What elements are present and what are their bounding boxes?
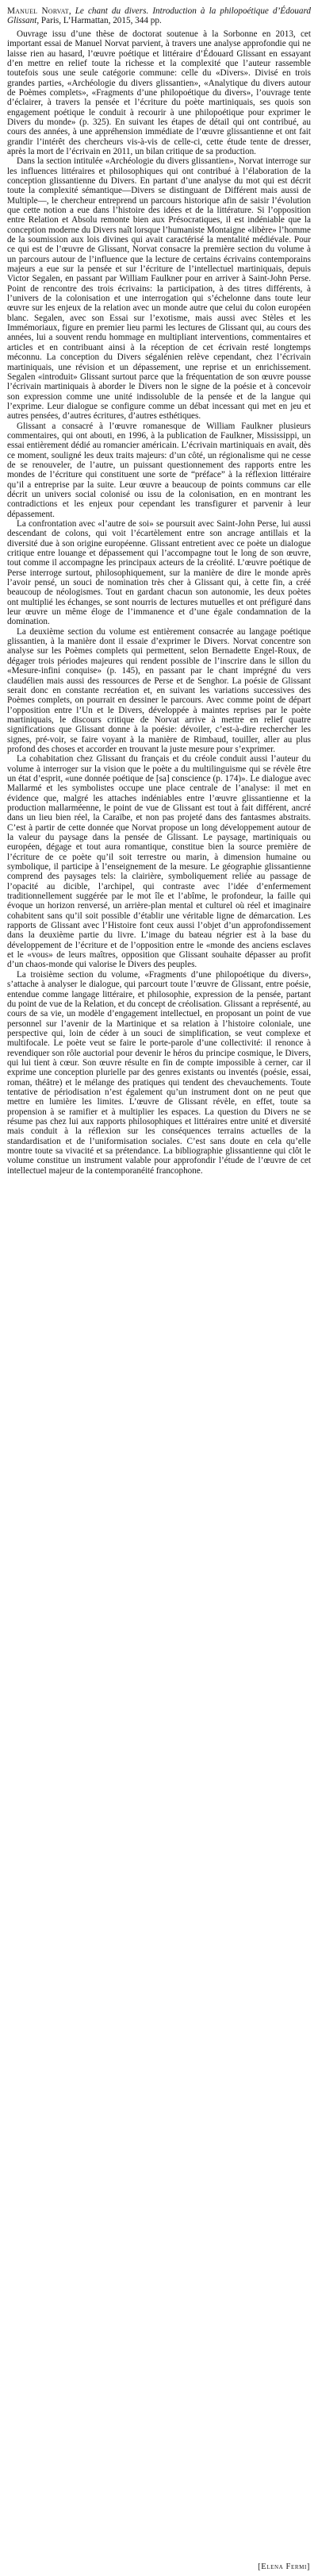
review-paragraph: La cohabitation chez Glissant du français et du créole conduit aussi l’auteur du volume à interroger sur la vision que le poète a du multilinguisme qui se révèle être un état d’esprit, «une donnée poétique de [sa] conscience (p. 174)». Le dialogue avec Mallarmé et les symbolistes occupe une place centrale de l’analyse: il met en évidence que, malgré les attaches indéniables entre l’œuvre glissantienne et la production mallarméenne, le point de vue de Glissant est tout à fait différent, ancré dans un lieu bien réel, la Caraïbe, et non pas projeté dans des fantasmes abstraits. C’est à partir de cette donnée que Norvat propose un long développement autour de la valeur du paysage dans la pensée de Glissant. Le paysage, martiniquais ou européen, dégage et tout aura romantique, constitue bien la source première de l’écriture de ce poète qu’il soit terrestre ou marin, à dimension humaine ou symbolique, il participe à l’enseignement de la mesure. Le géographie glissantienne comprend des paysages tels: la clairière, symboliquement reliée au passage de l’opacité au dicible, l’archipel, qui contraste avec l’idée d’enfermement traditionnellement suggérée par le mot île et l’abîme, le profondeur, la faille qui évoque un horizon renversé, un arrière-plan mental et culturel où réel et imaginaire cohabitent sans qu’il soit possible d’établir une véritable ligne de démarcation. Les rapports de Glissant avec l’Histoire font ceux aussi l’objet d’un approfondissement dans la deuxième partie du livre. L’image du bateau négrier est à la base du développement de l’écriture et de l’opposition entre le «monde des anciens esclaves et le «vous» de leurs maîtres, opposition que Glissant souhaite dépasser au profit d’un chaos-monde qui valorise le Divers des peuples. <box>7 754 311 970</box>
review-paragraph: La deuxième section du volume est entièrement consacrée au langage poétique glissantien, à la manière dont il essaie d’exprimer le Divers. Norvat concentre son analyse sur les Poèmes complets qui permettent, selon Bernadette Engel-Roux, de dégager trois périodes majeures qui rendent possible de l’inscrire dans le sillon du «Mesure-infini conquise» (p. 145), en passant par le chant imprégné du vers claudélien mais aussi des ressources de Perse et de Senghor. La poésie de Glissant serait donc en constante recréation et, en suivant les variations successives des Poèmes complets, on pourrait en dessiner le parcours. Avec comme point de départ l’opposition entre l’Un et le Divers, développée à maintes reprises par le poète martiniquais, le discours critique de Norvat arrive à mettre en relief quatre significations que Glissant donne à la poésie: dévoiler, c’est-à-dire rechercher les signes, pré-voir, se faire voyant à la manière de Rimbaud, touiller, aller au plus profond des choses et accorder en trouvant la juste mesure pour s’exprimer. <box>7 626 311 754</box>
review-paragraph: La confrontation avec «l’autre de soi» se poursuit avec Saint-John Perse, lui aussi descendant de colons, qui voit l’écartèlement entre son ancrage antillais et la diversité due à son origine européenne. Glissant entretient avec ce poète un dialogue critique entre louange et dépassement qui l’accompagne tout le long de son œuvre, tout comme il accompagne les principaux acteurs de la créolité. L’œuvre poétique de Perse interroge surtout, philosophiquement, sur la manière de dire le monde après l’avoir pensé, un souci de nomination très cher à Glissant qui, à cette fin, a créé beaucoup de néologismes. Tout en gardant chacun son autonomie, les deux poètes ont multiplié les échanges, se sont nourris de lectures mutuelles et ont préfiguré dans leur œuvre un même éloge de l’immanence et d’une égale condamnation de la domination. <box>7 519 311 627</box>
review-paragraph: Dans la section intitulée «Archéologie du divers glissantien», Norvat interroge sur les influences littéraires et philosophiques qui ont contribué à l’élaboration de la conception glissantienne du Divers. En partant d’une analyse du mot qui est décrit toute la complexité sémantique—Divers se distinguant de Différent mais aussi de Multiple—, le chercheur entreprend un parcours historique afin de saisir l’évolution que cette notion a eue dans l’histoire des idées et de la littérature. Si l’opposition entre Relation et Absolu remonte bien aux Présocratiques, il est indéniable que la conception moderne du Divers naît lorsque l’humaniste Montaigne «libère» l’homme de la soumission aux lois divines qui avait caractérisé la mentalité médiévale. Pour ce qui est de l’œuvre de Glissant, Norvat consacre la première section du volume à un parcours autour de l’influence que la lecture de certains écrivains contemporains majeurs a eue sur la pensée et sur l’écriture de l’intellectuel martiniquais, depuis Victor Segalen, en passant par William Faulkner pour en arriver à Saint-John Perse. Point de rencontre des trois écrivains: la participation, à des titres différents, à l’univers de la colonisation et une interrogation qui s’échelonne dans toute leur œuvre sur les enjeux de la relation avec un monde autre que celui du colon européen blanc. Segalen, avec son Essai sur l’exotisme, mais aussi avec Stèles et les Immémoriaux, figure en premier lieu parmi les lectures de Glissant qui, au cours des années, lui a souvent rendu hommage en multipliant interventions, commentaires et articles et en contribuant ainsi à la réception de cet écrivain resté longtemps méconnu. La conception du Divers ségalénien relève cependant, chez l’écrivain martiniquais, une révision et un dépassement, une reprise et un enrichissement. Segalen «introduit» Glissant surtout parce que la fréquentation de son œuvre pousse l’écrivain martiniquais à aborder le Divers non le signe de la poésie et à concevoir son expression comme une unité indissoluble de la pensée et de la langue qui l’exprime. Leur dialogue se configure comme un débat incessant qui met en jeu et autres pensées, d’autres écritures, d’autres esthétiques. <box>7 156 311 422</box>
review-body <box>7 29 311 1176</box>
review-paragraph: Ouvrage issu d’une thèse de doctorat soutenue à la Sorbonne en 2013, cet important essai de Manuel Norvat parvient, à travers une analyse approfondie qui ne laisse rien au hasard, l’œuvre poétique et littéraire d’Édouard Glissant en essayant d’en mettre en relief toute la richesse et la complexité que l’auteur rassemble toutefois sous une seule catégorie commune: celle du «Divers». Divisé en trois grandes parties, «Archéologie du divers glissantien», «Analytique du divers autour de Poèmes complets», «Fragments d’une philopoétique du divers», l’ouvrage tente d’éclairer, à travers la pensée et l’écriture du poète martiniquais, ses quois son engagement poétique le conduit à recourir à une philopoétique pour exprimer le Divers du monde» (p. 325). En suivant les étapes de détail qui ont contribué, au cours des années, à une appréhension immédiate de l’œuvre glissantienne et ont fait grandir l’intérêt des chercheurs vis-à-vis de celle-ci, cette étude tente de dresser, après la mort de l’écrivain en 2011, un bilan critique de sa production. <box>7 29 311 156</box>
review-paragraph: La troisième section du volume, «Fragments d’une philopoétique du divers», s’attache à analyser le dialogue, qui parcourt toute l’œuvre de Glissant, entre poésie, entendue comme langage littéraire, et philosophie, expression de la pensée, partant du point de vue de la Relation, et du concept de créolisation. Glissant a représenté, au cours de sa vie, un modèle d’engagement intellectuel, en proposant un point de vue personnel sur l’avenir de la Martinique et sa relation à l’histoire coloniale, une perspective qui, loin de céder à un souci de simplification, se veut complexe et multifocale. Le poète veut se faire le porte-parole d’une collectivité: il renonce à revendiquer son rôle auctorial pour devenir le héros du principe cosmique, le Divers, qui lui tient à cœur. Son œuvre résulte en fin de compte impossible à cerner, car il exprime une conception plurielle par des genres existants ou inventés (poésie, essai, roman, théâtre) et le mélange des pratiques qui tendent des chevauchements. Toute tentative de périodisation n’est également qu’un instrument dont on ne peut que mettre en lumière les limites. L’œuvre de Glissant révèle, en effet, toute sa propension à se ramifier et à multiplier les espaces. La question du Divers ne se résume pas chez lui aux rapports philosophiques et littéraires entre unité et diversité mais conduit à la réflexion sur les conséquences terrains actuelles de la standardisation et de l’uniformisation sociales. C’est sans doute en cela qu’elle montre toute sa vivacité et sa prétendance. La bibliographie glissantienne qui clôt le volume constitue un instrument valable pour approfondir l’étude de l’œuvre de cet intellectuel majeur de la contemporanéité francophone. <box>7 969 311 1176</box>
review-header: Manuel Norvat, Le chant du divers. Introduction à la philopoétique d’Édouard Glissant, Paris, L’Harmattan, 2015, 344 pp. <box>7 6 312 26</box>
book-author: Manuel Norvat <box>7 6 69 16</box>
review-paragraph: Glissant a consacré à l’œuvre romanesque de William Faulkner plusieurs commentaires, qui ont abouti, en 1996, à la publication de Faulkner, Mississippi, un essai entièrement dédié au romancier américain. L’écrivain martiniquais en avait, dès ce moment, souligné les deux traits majeurs: d’un côté, un régionalisme qui ne cesse de se renouveler, de l’autre, un puissant questionnement des rapports entre les mondes de l’écriture qui constituent une sorte de “préface” à la réflexion littéraire qu’il a entreprise par la suite. Leur œuvre a beaucoup de points communs car elle décrit un univers social colonisé ou issu de la colonisation, en en montrant les contradictions et les enjeux pour cependant les transfigurer et parvenir à leur dépassement. <box>7 421 311 519</box>
publication-info: , Paris, L’Harmattan, 2015, 344 pp. <box>36 16 162 26</box>
book-title: Le chant du divers. Introduction à la philopoétique d’Édouard Glissant <box>7 6 312 26</box>
reviewer-signature: [Elena Fermi] <box>258 2563 310 2571</box>
